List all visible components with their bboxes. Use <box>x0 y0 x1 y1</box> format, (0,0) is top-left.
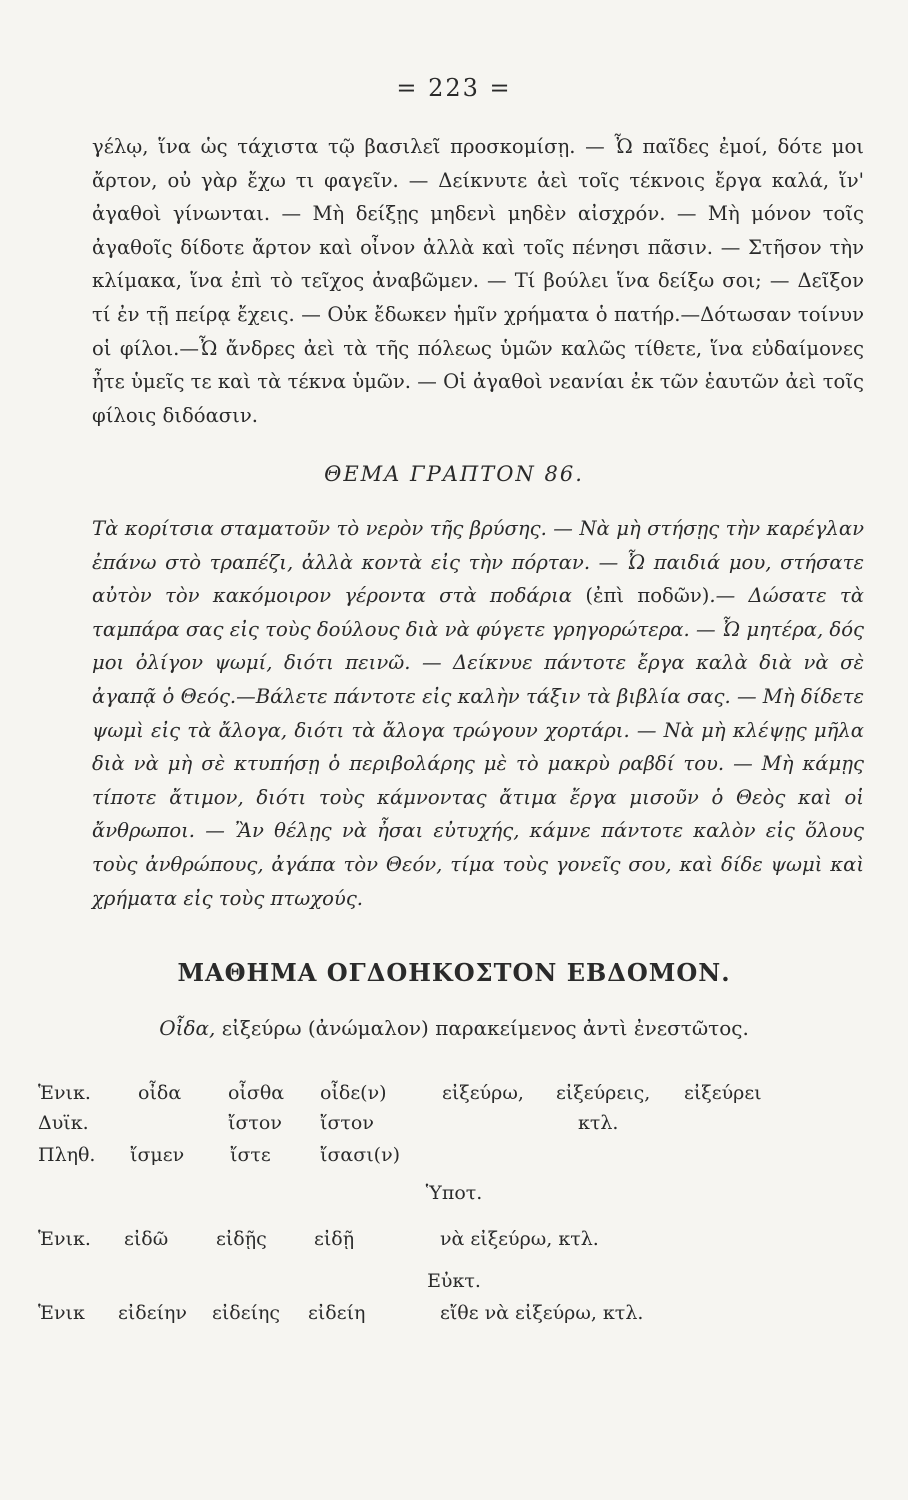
verb-intro <box>0 1016 908 1040</box>
number-label: Ἑνικ. <box>38 1082 91 1104</box>
form-cell: οἶσθα <box>228 1082 285 1104</box>
form-cell: εἰδείην <box>118 1302 187 1324</box>
table-row <box>0 1302 908 1332</box>
number-label: Δυϊκ. <box>38 1112 89 1134</box>
form-cell: ἴστον <box>228 1112 282 1134</box>
table-row <box>0 1112 908 1142</box>
theme-text-note: (ἐπὶ ποδῶν) <box>585 584 710 608</box>
form-cell: ἴσασι(ν) <box>320 1144 401 1166</box>
form-cell: εἰξεύρει <box>684 1082 762 1104</box>
theme-text-part-a: Τὰ κορίτσια σταματοῦν τὸ νερὸν τῆς βρύσης. — Νὰ μὴ στήσῃς τὴν καρέγλαν ἐπάνω στὸ τραπέζι, ἀλλὰ κοντὰ εἰς τὴν πόρταν. — Ὦ παιδιά μου, στήσατε αὐτὸν τὸν κακόμοιρον γέροντα στὰ ποδάρια <box>92 517 864 608</box>
form-cell: κτλ. <box>578 1112 619 1134</box>
table-row <box>0 1082 908 1112</box>
table-row <box>0 1144 908 1174</box>
form-cell: εἰξεύρεις, <box>556 1082 651 1104</box>
form-cell: ἴστον <box>320 1112 374 1134</box>
theme-text-part-b: .— Δώσατε τὰ ταμπάρα σας εἰς τοὺς δούλους διὰ νὰ φύγετε γρηγορώτερα. — Ὦ μητέρα, δός μοι ὀλίγον ψωμί, διότι πεινῶ. — Δείκνυε πάντοτε ἔργα καλὰ διὰ νὰ σὲ ἀγαπᾷ ὁ Θεός.—Βάλετε πάντοτε εἰς καλὴν τάξιν τὰ βιβλία σας. — Μὴ δίδετε ψωμὶ εἰς τὰ ἄλογα, διότι τὰ ἄλογα τρώγουν χορτάρι. — Νὰ μὴ κλέψῃς μῆλα διὰ νὰ μὴ σὲ κτυπήσῃ ὁ περιβολάρης μὲ τὸ μακρὺ ραβδί του. — Μὴ κάμῃς τίποτε ἄτιμον, διότι τοὺς κάμνοντας ἄτιμα ἔργα μισοῦν ὁ Θεὸς καὶ οἱ ἄνθρωποι. — Ἂν θέλῃς νὰ ἦσαι εὐτυχής, κάμνε πάντοτε καλὸν εἰς ὅλους τοὺς ἀνθρώπους, ἀγάπα τὸν Θεόν, τίμα τοὺς γονεῖς σου, καὶ δίδε ψωμὶ καὶ χρήματα εἰς τοὺς πτωχούς. <box>92 584 864 910</box>
form-cell: νὰ εἰξεύρω, κτλ. <box>440 1228 599 1250</box>
verb-headword: Οἶδα, <box>159 1016 216 1040</box>
form-cell: εἰδείης <box>212 1302 281 1324</box>
written-theme-paragraph <box>92 512 864 915</box>
page-number: = 223 = <box>396 74 512 102</box>
form-cell: εἰδῇ <box>314 1228 355 1250</box>
form-cell: εἰδείη <box>308 1302 366 1324</box>
number-label: Πληθ. <box>38 1144 96 1166</box>
lesson-title: ΜΑΘΗΜΑ ΟΓΔΟΗΚΟΣΤΟΝ ΕΒΔΟΜΟΝ. <box>177 958 731 987</box>
form-cell: εἰδῶ <box>124 1228 169 1250</box>
theme-title: ΘΕΜΑ ΓΡΑΠΤΟΝ 86. <box>324 462 584 486</box>
form-cell: οἶδε(ν) <box>320 1082 387 1104</box>
exercise-paragraph: γέλῳ, ἵνα ὡς τάχιστα τῷ βασιλεῖ προσκομίσῃ. — Ὦ παῖδες ἐμοί, δότε μοι ἄρτον, οὐ γὰρ ἔχω τι φαγεῖν. — Δείκνυτε ἀεὶ τοῖς τέκνοις ἔργα καλά, ἵν' ἀγαθοὶ γίνωνται. — Μὴ δείξῃς μηδενὶ μηδὲν αἰσχρόν. — Μὴ μόνον τοῖς ἀγαθοῖς δίδοτε ἄρτον καὶ οἶνον ἀλλὰ καὶ τοῖς πένησι πᾶσιν. — Στῆσον τὴν κλίμακα, ἵνα ἐπὶ τὸ τεῖχος ἀναβῶμεν. — Τί βούλει ἵνα δείξω σοι; — Δεῖξον τί ἐν τῇ πείρᾳ ἔχεις. — Οὐκ ἔδωκεν ἡμῖν χρήματα ὁ πατήρ.—Δότωσαν τοίνυν οἱ φίλοι.—Ὦ ἄνδρες ἀεὶ τὰ τῆς πόλεως ὑμῶν καλῶς τίθετε, ἵνα εὐδαίμονες ἦτε ὑμεῖς τε καὶ τὰ τέκνα ὑμῶν. — Οἱ ἀγαθοὶ νεανίαι ἐκ τῶν ἑαυτῶν ἀεὶ τοῖς φίλοις διδόασιν. <box>92 135 864 427</box>
form-cell: εἰξεύρω, <box>442 1082 524 1104</box>
number-label: Ἑνικ. <box>38 1228 91 1250</box>
form-cell: εἰδῇς <box>216 1228 267 1250</box>
subjunctive-caption: Ὑποτ. <box>425 1182 483 1204</box>
verb-description: εἰξεύρω (ἀνώμαλον) παρακείμενος ἀντὶ ἐνεστῶτος. <box>215 1016 749 1040</box>
form-cell: εἴθε νὰ εἰξεύρω, κτλ. <box>440 1302 644 1324</box>
number-label: Ἑνικ <box>38 1302 85 1324</box>
form-cell: ἴσμεν <box>130 1144 185 1166</box>
table-row <box>0 1228 908 1258</box>
form-cell: ἴστε <box>230 1144 271 1166</box>
optative-caption: Εὐκτ. <box>427 1270 481 1292</box>
form-cell: οἶδα <box>138 1082 182 1104</box>
